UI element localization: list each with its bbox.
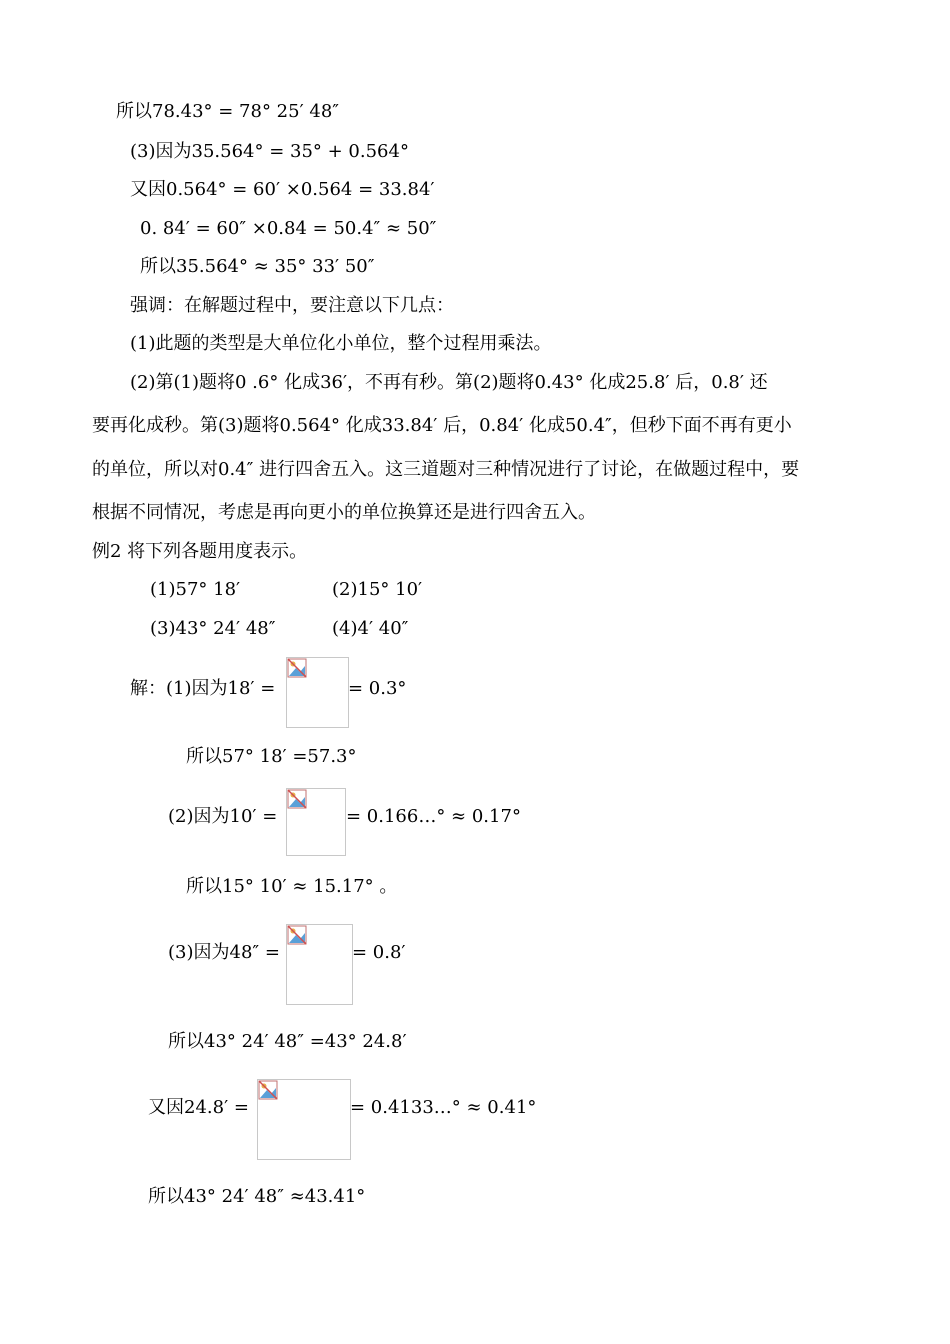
question-item: (1)57° 18′ bbox=[150, 579, 241, 600]
solution-line: 所以15° 10′ ≈ 15.17° 。 bbox=[186, 876, 398, 897]
paragraph-line: 根据不同情况，考虑是再向更小的单位换算还是进行四舍五入。 bbox=[92, 502, 596, 523]
text-line: (3)因为35.564° = 35° + 0.564° bbox=[130, 141, 409, 162]
formula-image bbox=[286, 788, 346, 856]
text-line: (1)此题的类型是大单位化小单位，整个过程用乘法。 bbox=[130, 333, 552, 354]
broken-image-icon bbox=[287, 925, 307, 945]
solution-line: 所以57° 18′ =57.3° bbox=[186, 746, 357, 767]
solution-line: = 0.8′ bbox=[352, 942, 406, 963]
question-item: (3)43° 24′ 48″ bbox=[150, 618, 276, 639]
question-item: (2)15° 10′ bbox=[332, 579, 423, 600]
formula-image bbox=[257, 1079, 351, 1160]
text-line: 0. 84′ = 60″ ×0.84 = 50.4″ ≈ 50″ bbox=[140, 218, 437, 239]
solution-line: = 0.4133…° ≈ 0.41° bbox=[350, 1097, 537, 1118]
text-line: 又因0.564° = 60′ ×0.564 = 33.84′ bbox=[130, 179, 435, 200]
broken-image-icon bbox=[258, 1080, 278, 1100]
solution-line: 所以43° 24′ 48″ ≈43.41° bbox=[148, 1186, 366, 1207]
formula-image bbox=[286, 924, 353, 1005]
text-line: 所以78.43° = 78° 25′ 48″ bbox=[116, 101, 340, 122]
solution-line: = 0.3° bbox=[348, 678, 407, 699]
solution-line: (2)因为10′ = bbox=[168, 806, 278, 827]
solution-line: = 0.166…° ≈ 0.17° bbox=[346, 806, 521, 827]
paragraph-line: 的单位，所以对0.4″ 进行四舍五入。这三道题对三种情况进行了讨论，在做题过程中，要 bbox=[92, 459, 800, 480]
paragraph-line: (2)第(1)题将0 .6° 化成36′，不再有秒。第(2)题将0.43° 化成25.8′ 后，0.8′ 还 bbox=[130, 372, 768, 393]
solution-line: 又因24.8′ = bbox=[148, 1097, 249, 1118]
question-item: (4)4′ 40″ bbox=[332, 618, 409, 639]
broken-image-icon bbox=[287, 789, 307, 809]
broken-image-icon bbox=[287, 658, 307, 678]
text-line: 所以35.564° ≈ 35° 33′ 50″ bbox=[140, 256, 375, 277]
solution-line: 所以43° 24′ 48″ =43° 24.8′ bbox=[168, 1031, 407, 1052]
text-line: 强调：在解题过程中，要注意以下几点： bbox=[130, 295, 454, 316]
solution-line: 解：(1)因为18′ = bbox=[130, 678, 276, 699]
formula-image bbox=[286, 657, 349, 728]
example-heading: 例2 将下列各题用度表示。 bbox=[92, 541, 308, 562]
solution-line: (3)因为48″ = bbox=[168, 942, 280, 963]
paragraph-line: 要再化成秒。第(3)题将0.564° 化成33.84′ 后，0.84′ 化成50.4″，但秒下面不再有更小 bbox=[92, 415, 792, 436]
